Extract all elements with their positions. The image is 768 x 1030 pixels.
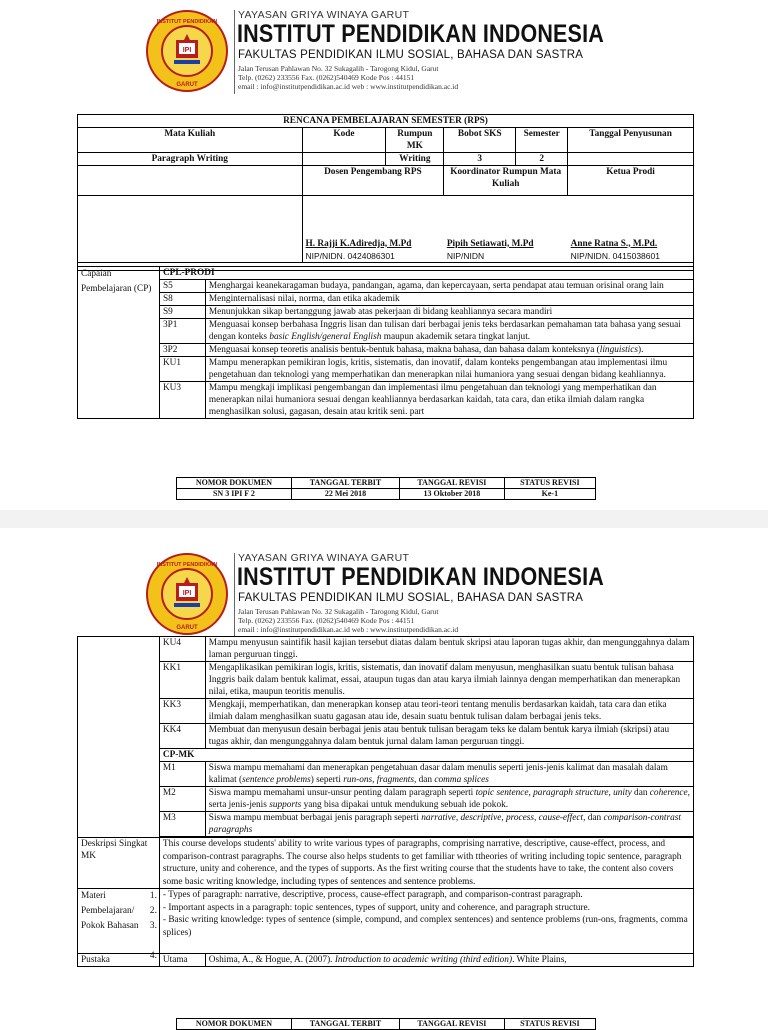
header-kode: Kode: [302, 128, 386, 153]
name-ketua: Anne Ratna S., M.Pd.: [570, 238, 658, 249]
deskripsi-text: This course develops students' ability to write various types of paragraphs, comprising narrative, descriptive, cause-effect, process, and comparison-contrast paragraphs. The course also helps students to get familiar with ttheories of writing including topic sentence, paragraph structure, unity and coherence, and the types of supports. As the first writing course that the students have to take, the content also covers some basic writing knowledge, including types of sentences and sentence problems.: [159, 838, 693, 889]
materi-item: - Basic writing knowledge: types of sentence (simple, compund, and complex sentences) and sentence problems (run-ons, fragments, comma splices): [162, 915, 688, 938]
cp-text: Siswa mampu memahami dan menerapkan pengetahuan dasar dalam menulis seperti jenis-jenis kalimat dan masalah dalam kalimat (sentence problems) seperti run-ons, fragments, dan comma splices: [205, 762, 693, 787]
header-mata-kuliah: Mata Kuliah: [78, 128, 303, 153]
cp-text: Mampu menerapkan pemikiran logis, kritis, sistematis, dan inovatif, dalam konteks pengembangan atau implementasi ilmu pengetahuan dan teknologi yang memperhatikan dan menerapkan nilai humaniora yang sesuai dengan bidang keahliannya.: [205, 357, 693, 382]
page-2: [0, 528, 768, 1028]
foundation-name: YAYASAN GRIYA WINAYA GARUT: [238, 552, 410, 564]
cp-code: S5: [159, 280, 205, 293]
name-dosen: H. Rajji K.Adiredja, M.Pd: [305, 238, 412, 249]
footer-header-terbit: TANGGAL TERBIT: [291, 478, 399, 489]
logo-bottom-text: GARUT: [176, 82, 198, 88]
logo-center-text: IPI: [182, 47, 192, 54]
cp-code: M3: [159, 812, 205, 837]
role-koordinator: Koordinator Rumpun Mata Kuliah: [444, 166, 568, 196]
value-rumpun-mk: Writing: [386, 153, 444, 166]
value-tanggal: [568, 153, 694, 166]
nip-koordinator: NIP/NIDN: [444, 250, 568, 263]
cp-row: [78, 357, 694, 382]
footer-status: Ke-1: [504, 489, 595, 500]
phone: Telp. (0262) 233556 Fax. (0262)540469 Kode Pos : 44151: [238, 616, 415, 625]
footer-header-status: STATUS REVISI: [504, 1019, 595, 1030]
cp-text: Menguasai konsep berbahasa Inggris lisan dan tulisan dari berbagai jenis teks berdasarkan pemahaman tata bahasa yang sesuai dengan konteks basic English/general English maupun akademik setara tingkat lanjut.: [205, 319, 693, 344]
institution-name: INSTITUT PENDIDIKAN INDONESIA: [237, 20, 604, 48]
cp-text: Mengkaji, memperhatikan, dan menerapkan konsep atau teori-teori tentang menulis berdasarkan kaidah, tata cara dan etika ilmiah dalam menghasilkan suatu gagasan atau ide, desain suatu bentuk tulisan dalam berbagai jenis teks.: [205, 699, 693, 724]
cp-text: Siswa mampu memahami unsur-unsur penting dalam paragraph seperti topic sentence, paragraph structure, unity dan coherence, serta jenis-jenis supports yang bisa dipakai untuk mendukung sebuah ide pokok.: [205, 787, 693, 812]
cp-code: S8: [159, 293, 205, 306]
foundation-name: YAYASAN GRIYA WINAYA GARUT: [238, 9, 410, 21]
cp-row: [78, 382, 694, 419]
cp-row: [78, 344, 694, 357]
footer-header-status: STATUS REVISI: [504, 478, 595, 489]
footer-header-revisi: TANGGAL REVISI: [400, 478, 505, 489]
role-ketua: Ketua Prodi: [568, 166, 694, 196]
pustaka-type: Utama: [159, 954, 205, 967]
cpl-prodi-header: CPL-PRODI: [159, 267, 693, 280]
cp-text: Menunjukkan sikap bertanggung jawab atas pekerjaan di bidang keahliannya secara mandiri: [205, 306, 693, 319]
cp-code: KU4: [159, 637, 205, 662]
cp-text: Mampu menyusun saintifik hasil kajian tersebut diatas dalam bentuk skripsi atau laporan tugas akhir, dan mengunggahnya dalam laman perguruan tinggi.: [205, 637, 693, 662]
cp-table-page1: [77, 266, 694, 419]
value-kode: [302, 153, 386, 166]
footer-terbit: 22 Mei 2018: [291, 489, 399, 500]
nip-dosen: NIP/NIDN. 0424086301: [302, 250, 444, 263]
institution-name: INSTITUT PENDIDIKAN INDONESIA: [237, 563, 604, 591]
footer-nomor: SN 3 IPI F 2: [177, 489, 292, 500]
role-dosen: Dosen Pengembang RPS: [302, 166, 444, 196]
cp-code: 3P2: [159, 344, 205, 357]
header-semester: Semester: [516, 128, 568, 153]
institution-logo: [146, 10, 228, 92]
footer-header-terbit: TANGGAL TERBIT: [291, 1019, 399, 1030]
address: Jalan Terusan Pahlawan No. 32 Sukagalih - Tarogong Kidul, Garut: [238, 607, 439, 616]
letterhead-divider: [234, 553, 235, 637]
address: Jalan Terusan Pahlawan No. 32 Sukagalih - Tarogong Kidul, Garut: [238, 64, 439, 73]
approval-blank: [78, 166, 303, 196]
faculty-name: FAKULTAS PENDIDIKAN ILMU SOSIAL, BAHASA DAN SASTRA: [238, 592, 584, 604]
cp-row: [78, 724, 694, 749]
cp-row: [78, 293, 694, 306]
letterhead-divider: [234, 10, 235, 94]
deskripsi-label: Deskripsi Singkat MK: [78, 838, 160, 889]
cp-text: Menghargai keanekaragaman budaya, pandangan, agama, dan kepercayaan, serta pendapat atau temuan orisinal orang lain: [205, 280, 693, 293]
footer-header-revisi: TANGGAL REVISI: [400, 1019, 505, 1030]
institution-logo: [146, 553, 228, 635]
contact: email : info@institutpendidikan.ac.id web : www.institutpendidikan.ac.id: [238, 82, 459, 91]
sign-blank: [78, 196, 303, 250]
value-bobot-sks: 3: [444, 153, 516, 166]
letterhead-2: [0, 543, 768, 643]
name-koordinator: Pipih Setiawati, M.Pd: [446, 238, 534, 249]
cp-code: M1: [159, 762, 205, 787]
cp-row: [78, 306, 694, 319]
pustaka-label: Pustaka: [78, 954, 160, 967]
cp-text: Mengaplikasikan pemikiran logis, kritis, sistematis, dan inovatif dalam menyusun, menghasilkan suatu bentuk tulisan bahasa Inggris baik dalam bentuk kalimat, essai, ataupun tugas dan atau karya ilmiah lainnya dengan memperhatikan dan menerapkan nilai, etika, maupun teoritis menulis.: [205, 662, 693, 699]
cp-text: Membuat dan menyusun desain berbagai jenis atau bentuk tulisan beragam teks ke dalam bentuk karya ilmiah (skripsi) atau tugas akhir, dan mengunggahnya dalam bentuk jurnal dalam laman perguruan tinggi.: [205, 724, 693, 749]
header-rumpun-mk: Rumpun MK: [386, 128, 444, 153]
cp-text: Mampu mengkaji implikasi pengembangan dan implementasi ilmu pengetahuan dan teknologi yang memperhatikan dan menerapkan nilai humaniora sesuai dengan keahliannya berdasarkan kaidah, tata cara, dan etika ilmiah dalam rangka menghasilkan solusi, gagasan, desain atau kritik seni. part: [205, 382, 693, 419]
cp-code: KK3: [159, 699, 205, 724]
cp-row: [78, 319, 694, 344]
materi-item: - Important aspects in a paragraph: topic sentences, types of support, unity and coherence, and paragraph structure.: [162, 902, 590, 913]
footer-header-nomor: NOMOR DOKUMEN: [177, 478, 292, 489]
footer-revisi: 13 Oktober 2018: [400, 489, 505, 500]
cp-code: KU3: [159, 382, 205, 419]
letterhead: [0, 0, 768, 100]
logo-center-text: IPI: [182, 590, 192, 597]
logo-bottom-text: GARUT: [176, 625, 198, 631]
page-gap: [0, 510, 768, 528]
footer-header-nomor: NOMOR DOKUMEN: [177, 1019, 292, 1030]
materi-numbers: 1. 2. 3. 4.: [149, 891, 157, 961]
phone: Telp. (0262) 233556 Fax. (0262)540469 Kode Pos : 44151: [238, 73, 415, 82]
cp-table-page2: [77, 636, 694, 967]
value-mata-kuliah: Paragraph Writing: [78, 153, 303, 166]
cp-row: [78, 699, 694, 724]
cp-code: KU1: [159, 357, 205, 382]
cp-text: Menguasai konsep teoretis analisis bentuk-bentuk bahasa, makna bahasa, dan bahasa dalam konteksnya (linguistics).: [205, 344, 693, 357]
cp-label: Capaian Pembelajaran (CP): [78, 267, 160, 419]
pustaka-reference: Oshima, A., & Hogue, A. (2007). Introduction to academic writing (third edition). White Plains,: [205, 954, 693, 967]
cp-row: [78, 637, 694, 662]
cp-code: 3P1: [159, 319, 205, 344]
cp-mk-header: CP-MK: [159, 749, 693, 762]
page-1: [0, 0, 768, 510]
contact: email : info@institutpendidikan.ac.id web : www.institutpendidikan.ac.id: [238, 625, 459, 634]
cp-row: [78, 280, 694, 293]
cp-code: KK1: [159, 662, 205, 699]
cp-text: Siswa mampu membuat berbagai jenis paragraph seperti narrative, descriptive, process, cause-effect, dan comparison-contrast paragraphs: [205, 812, 693, 837]
document-footer-2: [176, 1018, 596, 1030]
cp-text: Menginternalisasi nilai, norma, dan etika akademik: [205, 293, 693, 306]
faculty-name: FAKULTAS PENDIDIKAN ILMU SOSIAL, BAHASA DAN SASTRA: [238, 49, 584, 61]
cp-mk-row: [78, 762, 694, 787]
materi-item: - Types of paragraph: narrative, descriptive, process, cause-effect paragraph, and comparison-contrast paragraph.: [162, 890, 583, 900]
cp-code: KK4: [159, 724, 205, 749]
cp-code: S9: [159, 306, 205, 319]
cp-mk-row: [78, 787, 694, 812]
document-footer: [176, 477, 596, 500]
value-semester: 2: [516, 153, 568, 166]
rps-table: [77, 114, 694, 271]
logo-top-text: INSTITUT PENDIDIKAN: [156, 562, 218, 568]
cp-mk-row: [78, 812, 694, 837]
header-tanggal: Tanggal Penyusunan: [568, 128, 694, 153]
cp-row: [78, 662, 694, 699]
materi-label-text: Materi Pembelajaran/ Pokok Bahasan: [81, 891, 139, 931]
cp-code: M2: [159, 787, 205, 812]
materi-items: [159, 889, 693, 954]
logo-top-text: INSTITUT PENDIDIKAN: [156, 19, 218, 25]
rps-title: RENCANA PEMBELAJARAN SEMESTER (RPS): [78, 115, 694, 128]
nip-ketua: NIP/NIDN. 0415038601: [568, 250, 694, 263]
header-bobot-sks: Bobot SKS: [444, 128, 516, 153]
